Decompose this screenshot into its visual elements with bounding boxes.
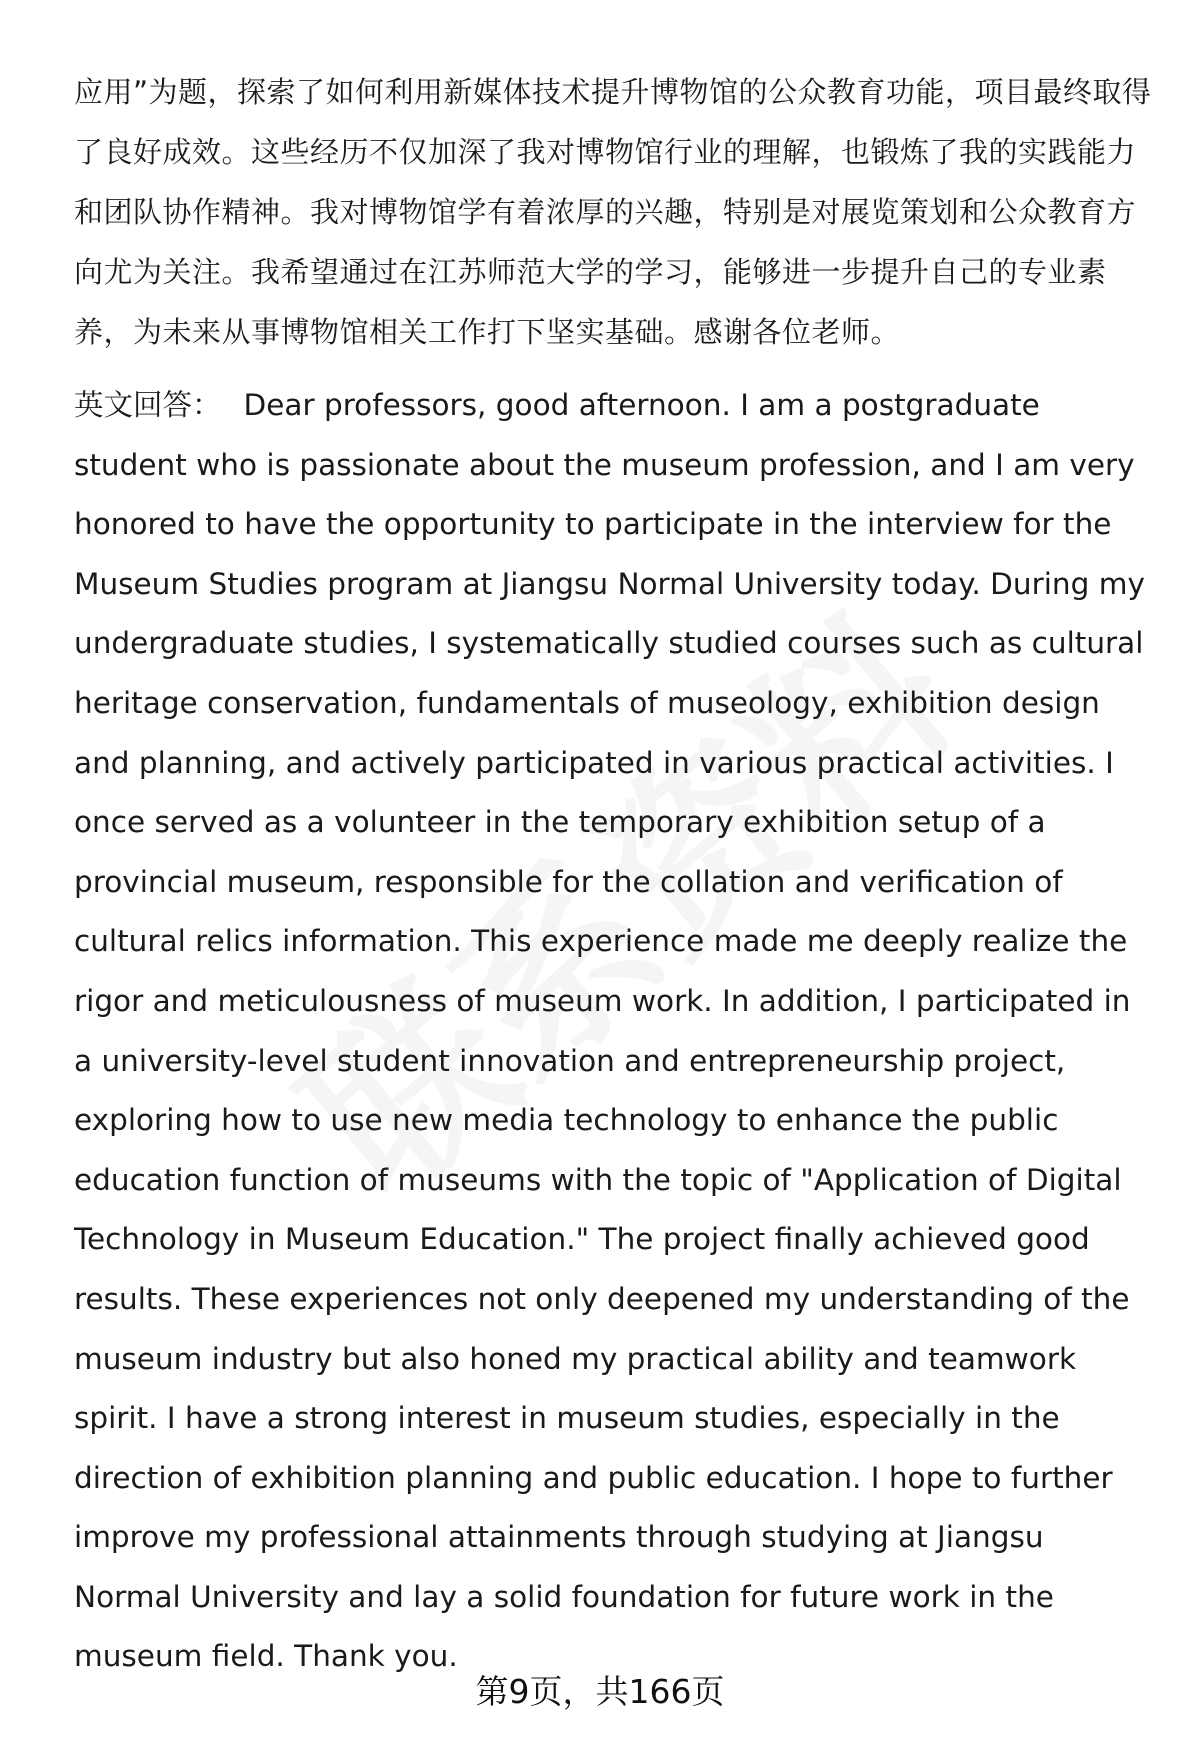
- document-body: [74, 62, 1152, 1687]
- english-answer-text: Dear professors, good afternoon. I am a postgraduate student who is passionate about the museum profession, and I am very honored to have the opportunity to participate in the interview for the Museum Studies program at Jiangsu Normal University today. During my undergraduate studies, I systematically studied courses such as cultural heritage conservation, fundamentals of museology, exhibition design and planning, and actively participated in various practical activities. I once served as a volunteer in the temporary exhibition setup of a provincial museum, responsible for the collation and verification of cultural relics information. This experience made me deeply realize the rigor and meticulousness of museum work. In addition, I participated in a university-level student innovation and entrepreneurship project, exploring how to use new media technology to enhance the public education function of museums with the topic of "Application of Digital Technology in Museum Education." The project finally achieved good results. These experiences not only deepened my understanding of the museum industry but also honed my practical ability and teamwork spirit. I have a strong interest in museum studies, especially in the direction of exhibition planning and public education. I hope to further improve my professional attainments through studying at Jiangsu Normal University and lay a solid foundation for future work in the museum field. Thank you.: [74, 388, 1145, 1674]
- paragraph-english-answer: [74, 376, 1152, 1687]
- paragraph-chinese-answer: 应用”为题，探索了如何利用新媒体技术提升博物馆的公众教育功能，项目最终取得了良好成效。这些经历不仅加深了我对博物馆行业的理解，也锻炼了我的实践能力和团队协作精神。我对博物馆学有着浓厚的兴趣，特别是对展览策划和公众教育方向尤为关注。我希望通过在江苏师范大学的学习，能够进一步提升自己的专业素养，为未来从事博物馆相关工作打下坚实基础。感谢各位老师。: [74, 75, 1152, 349]
- page-number-footer: 第9页，共166页: [475, 1672, 725, 1711]
- english-answer-label: 英文回答：: [74, 388, 222, 422]
